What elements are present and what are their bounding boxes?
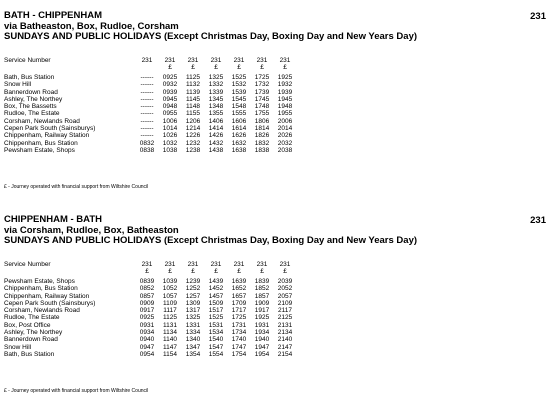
departure-time: 1334 [185,329,201,337]
table-row [4,118,304,125]
stop-name: Pewsham Estate, Shops [4,278,75,285]
departure-time: 1026 [162,132,178,140]
service-number-label: Service Number [4,57,51,64]
departure-time: 0940 [139,336,155,344]
departure-time: 1309 [185,299,201,307]
departure-time: 1932 [277,81,293,89]
departure-time: 1148 [186,103,200,111]
departure-time: 1955 [277,110,293,118]
departure-time: 0932 [162,81,178,89]
departure-time: 0839 [139,278,155,285]
table-row [4,96,304,103]
table-row [4,74,304,81]
departure-time: 1832 [254,139,270,147]
departure-time: 1325 [208,74,224,81]
departure-time: 0945 [162,95,178,103]
departure-time: 2131 [277,321,293,329]
support-marker: £ [214,268,218,275]
departure-time: 1525 [231,74,247,81]
departure-time: 1945 [277,95,293,103]
stop-name: Chippenham, Railway Station [4,132,90,140]
service-number: 231 [233,57,245,64]
departure-time: 1547 [208,343,224,351]
table-row [4,307,304,314]
service-number: 231 [256,57,268,64]
departure-time: 1147 [163,343,177,351]
departure-time: 1355 [208,110,224,118]
departure-time: 1117 [163,307,177,315]
departure-time: 1948 [277,103,293,111]
departure-time: 1426 [208,132,224,140]
departure-time: 1517 [208,307,224,315]
departure-time: 1057 [162,292,178,300]
departure-time: 1917 [254,307,270,315]
departure-time: ------ [140,74,154,81]
timetable-days: SUNDAYS AND PUBLIC HOLIDAYS (Except Christmas Day, Boxing Day and New Years Day) [4,235,418,246]
departure-time: 1554 [208,350,224,358]
departure-time: 1317 [185,307,201,315]
stop-name: Bath, Bus Station [4,350,55,358]
departure-time: 1954 [254,350,270,358]
service-number: 231 [141,261,153,268]
support-marker: £ [237,64,241,71]
departure-time: 0925 [139,314,155,322]
stop-name: Bannerdown Road [4,88,58,96]
stop-name: Cepen Park South (Sainsburys) [4,125,96,133]
departure-time: 0909 [139,299,155,307]
timetable-title: BATH - CHIPPENHAM [4,10,102,21]
departure-time: 1540 [208,336,224,344]
stop-name: Cepen Park South (Sainsburys) [4,299,96,307]
departure-time: 0857 [139,292,155,300]
departure-time: ------ [140,81,154,89]
support-marker: £ [260,64,264,71]
stop-name: Chippenham, Bus Station [4,139,78,147]
departure-time: ------ [140,125,154,133]
departure-time: 1038 [162,146,178,154]
departure-time: ------ [140,117,154,125]
table-row [4,300,304,307]
departure-time: 1739 [254,88,270,96]
stop-name: Box, The Bassetts [4,103,57,111]
service-number: 231 [256,261,268,268]
departure-time: 2026 [277,132,293,140]
service-number-label: Service Number [4,261,51,268]
support-marker: £ [214,64,218,71]
departure-time: 1348 [208,103,224,111]
departure-time: 1145 [186,95,200,103]
stop-name: Rudloe, The Estate [4,314,60,322]
stop-name: Bannerdown Road [4,336,58,344]
departure-time: 2057 [277,292,293,300]
departure-time: 1006 [162,117,178,125]
departure-time: 1652 [231,285,247,293]
departure-time: 1252 [185,285,201,293]
departure-time: 1232 [185,139,201,147]
departure-time: 1734 [231,329,247,337]
table-row [4,147,304,154]
departure-time: 1257 [185,292,201,300]
departure-time: 1931 [254,321,270,329]
service-number: 231 [279,57,291,64]
departure-time: 1239 [185,278,201,285]
timetable-bath-chippenham [4,10,546,190]
stop-name: Corsham, Newlands Road [4,307,80,315]
departure-time: 2014 [277,125,293,133]
departure-time: 1214 [185,125,201,133]
departure-time: 1947 [254,343,270,351]
footnote: £ - Journey operated with financial support from Wiltshire Council [4,184,149,190]
stop-name: Chippenham, Bus Station [4,285,78,293]
departure-time: 1354 [185,350,201,358]
departure-time: 1806 [254,117,270,125]
departure-time: 1125 [163,314,177,322]
departure-time: 1732 [254,81,270,89]
departure-time: 0955 [162,110,178,118]
departure-time: 1206 [185,117,201,125]
departure-time: 1125 [186,74,200,81]
departure-time: 0954 [139,350,155,358]
table-row [4,293,304,300]
departure-time: 1332 [208,81,224,89]
timetable-title: CHIPPENHAM - BATH [4,214,102,225]
departure-time: 2052 [277,285,293,293]
route-number: 231 [530,215,546,226]
departure-time: 1748 [254,103,270,111]
service-number: 231 [187,261,199,268]
departure-time: 1755 [254,110,270,118]
departure-time: 1339 [208,88,224,96]
departure-time: 0852 [139,285,155,293]
departure-time: 2117 [278,307,292,315]
departure-time: 2125 [277,314,293,322]
support-marker: £ [168,268,172,275]
service-number: 231 [279,261,291,268]
departure-time: ------ [140,103,154,111]
support-marker: £ [260,268,264,275]
table-row [4,329,304,336]
stop-name: Rudloe, The Estate [4,110,60,118]
timetable-rows [4,278,304,358]
departure-time: 0917 [139,307,155,315]
stop-name: Snow Hill [4,343,32,351]
table-row [4,278,304,285]
departure-time: 1014 [162,125,178,133]
departure-time: 1438 [208,146,224,154]
departure-time: 1134 [163,329,177,337]
departure-time: 2039 [277,278,293,285]
departure-time: ------ [140,132,154,140]
timetable-rows [4,74,304,154]
departure-time: 1657 [231,292,247,300]
departure-time: 1852 [254,285,270,293]
table-row [4,336,304,343]
service-number: 231 [210,57,222,64]
departure-time: 1432 [208,139,224,147]
support-marker: £ [191,268,195,275]
departure-time: 2006 [277,117,293,125]
departure-time: 1532 [231,81,247,89]
departure-time: 1725 [231,314,247,322]
table-row [4,344,304,351]
departure-time: 2134 [277,329,293,337]
departure-time: 2154 [277,350,293,358]
departure-time: 1548 [231,103,247,111]
departure-time: 2147 [277,343,293,351]
service-number: 231 [210,261,222,268]
departure-time: 1747 [231,343,247,351]
table-row [4,132,304,139]
departure-time: 0947 [139,343,155,351]
service-number: 231 [164,261,176,268]
departure-time: 1940 [254,336,270,344]
departure-time: 1639 [231,278,247,285]
table-row [4,314,304,321]
stop-name: Pewsham Estate, Shops [4,146,75,154]
service-number: 231 [233,261,245,268]
departure-time: 1909 [254,299,270,307]
footnote: £ - Journey operated with financial support from Wiltshire Council [4,388,149,394]
departure-time: 1614 [231,125,247,133]
departure-time: 1745 [254,95,270,103]
departure-time: 2038 [277,146,293,154]
departure-time: 1347 [185,343,201,351]
departure-time: 1939 [277,88,293,96]
timetable-via: via Corsham, Rudloe, Box, Batheaston [4,224,179,236]
stop-name: Bath, Bus Station [4,74,55,81]
support-marker: £ [168,64,172,71]
departure-time: 0838 [139,146,155,154]
stop-name: Corsham, Newlands Road [4,117,80,125]
departure-time: 1626 [231,132,247,140]
stop-name: Box, Post Office [4,321,51,329]
stop-name: Ashley, The Northey [4,95,63,103]
departure-time: 1606 [231,117,247,125]
departure-time: 1555 [231,110,247,118]
departure-time: 1525 [208,314,224,322]
departure-time: 1839 [254,278,270,285]
table-row [4,89,304,96]
departure-time: 1531 [208,321,224,329]
support-marker: £ [283,64,287,71]
departure-time: 2109 [277,299,293,307]
support-marker: £ [191,64,195,71]
service-number: 231 [164,57,176,64]
departure-time: 1754 [231,350,247,358]
service-number: 231 [141,57,153,64]
departure-time: 1032 [162,139,178,147]
departure-time: 0925 [162,74,178,81]
departure-time: 1925 [254,314,270,322]
table-row [4,110,304,117]
departure-time: 1826 [254,132,270,140]
departure-time: 1632 [231,139,247,147]
departure-time: 1226 [185,132,201,140]
departure-time: 1731 [231,321,247,329]
table-row [4,125,304,132]
stop-name: Chippenham, Railway Station [4,292,90,300]
table-row [4,322,304,329]
departure-time: 2032 [277,139,293,147]
departure-time: 1534 [208,329,224,337]
departure-time: 1814 [254,125,270,133]
departure-time: 1509 [208,299,224,307]
service-number: 231 [187,57,199,64]
timetable-via: via Batheaston, Box, Rudloe, Corsham [4,20,179,32]
departure-time: 0832 [139,139,155,147]
departure-time: 1539 [231,88,247,96]
support-marker: £ [237,268,241,275]
stop-name: Snow Hill [4,81,32,89]
departure-time: 1238 [185,146,201,154]
table-row [4,351,304,358]
route-number: 231 [530,11,546,22]
departure-time: 1325 [185,314,201,322]
departure-time: 1132 [186,81,200,89]
departure-time: 1857 [254,292,270,300]
departure-time: 1406 [208,117,224,125]
departure-time: 1139 [186,88,200,96]
departure-time: 0948 [162,103,178,111]
table-row [4,285,304,292]
departure-time: 0939 [162,88,178,96]
departure-time: 1838 [254,146,270,154]
departure-time: 1140 [163,336,177,344]
departure-time: 1052 [162,285,178,293]
departure-time: 1340 [185,336,201,344]
departure-time: 1925 [277,74,293,81]
departure-time: 2140 [277,336,293,344]
departure-time: ------ [140,88,154,96]
table-row [4,81,304,88]
departure-time: 1109 [163,299,177,307]
departure-time: 1725 [254,74,270,81]
departure-time: 1331 [185,321,201,329]
support-marker: £ [283,268,287,275]
departure-time: 1154 [163,350,177,358]
departure-time: 1545 [231,95,247,103]
departure-time: 1155 [186,110,200,118]
departure-time: 0934 [139,329,155,337]
departure-time: 1934 [254,329,270,337]
departure-time: 1709 [231,299,247,307]
departure-time: 1457 [208,292,224,300]
departure-time: 1131 [163,321,177,329]
departure-time: 1414 [208,125,224,133]
stop-name: Ashley, The Northey [4,329,63,337]
departure-time: 1717 [231,307,247,315]
timetable-chippenham-bath [4,214,546,394]
departure-time: 1345 [208,95,224,103]
table-row [4,140,304,147]
timetable-days: SUNDAYS AND PUBLIC HOLIDAYS (Except Christmas Day, Boxing Day and New Years Day) [4,31,418,42]
support-marker: £ [145,268,149,275]
departure-time: ------ [140,110,154,118]
departure-time: 1039 [162,278,178,285]
departure-time: 1452 [208,285,224,293]
table-row [4,103,304,110]
departure-time: 1439 [208,278,224,285]
departure-time: 0931 [139,321,155,329]
departure-time: ------ [140,95,154,103]
departure-time: 1638 [231,146,247,154]
departure-time: 1740 [231,336,247,344]
